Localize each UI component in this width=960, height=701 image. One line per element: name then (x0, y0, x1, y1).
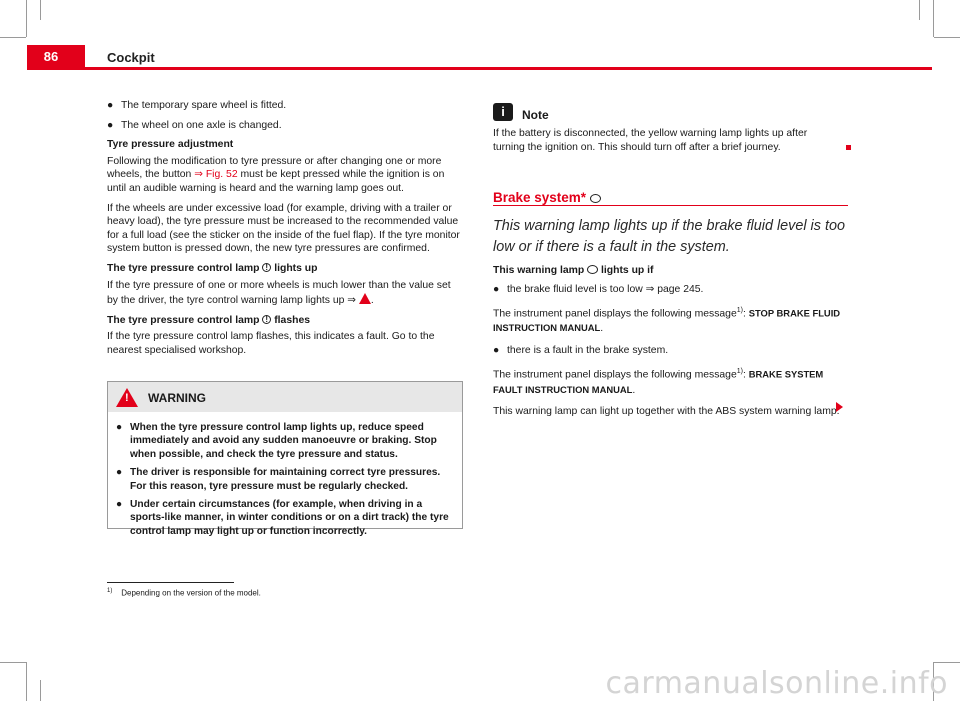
subheading: The tyre pressure control lamp ! flashes (107, 314, 463, 328)
tyre-pressure-lamp-icon (262, 263, 271, 272)
end-marker-icon (846, 145, 851, 150)
crop-mark (0, 662, 26, 663)
list-item: ● When the tyre pressure control lamp lights up, reduce speed immediately and avoid any sudden manoeuvre or braking. Stop when possible, and check the tyre pressure and status. (116, 422, 437, 460)
subheading: Tyre pressure adjustment (107, 139, 234, 151)
crop-mark (933, 0, 934, 37)
section-intro: This warning lamp lights up if the brake fluid level is too low or if there is a fault in the system. (493, 218, 845, 255)
paragraph: Following the modification to tyre pressure or after changing one or more wheels, the button ⇒ Fig. 52 must be kept pressed while the ignition is on until an audible warning is heard and the warning lamp goes out. (107, 155, 445, 194)
list-item: ● the brake fluid level is too low ⇒ page 245. (493, 283, 704, 295)
subheading: The tyre pressure control lamp ! lights up (107, 262, 463, 276)
paragraph: If the wheels are under excessive load (for example, driving with a trailer or heavy load), the tyre pressure must be increased to the recommended value for a full load (see the sticker on the inside of the fuel flap). If the tyre monitor system button is pressed down, the new tyre pressures are confirmed. (107, 202, 460, 255)
list-item: ● there is a fault in the brake system. (493, 344, 669, 356)
paragraph: The instrument panel displays the following message$^{1)}$: STOP BRAKE FLUID INSTRUCTION MANUAL. (493, 307, 841, 335)
crop-mark (40, 680, 41, 701)
continue-arrow-icon (836, 402, 843, 412)
crop-mark (26, 0, 27, 37)
right-column (493, 264, 848, 419)
list-item: ● Under certain circumstances (for example, when driving in a sports-like manner, in winter conditions or on a dirt track) the tyre control lamp may light up or function incorrectly. (116, 499, 449, 537)
note-icon: i (493, 103, 513, 121)
warning-title: WARNING (148, 391, 206, 405)
warning-box (107, 381, 463, 537)
subheading: This warning lamp lights up if (493, 265, 654, 276)
list-item: ● The wheel on one axle is changed. (107, 119, 282, 131)
section-title: Cockpit (107, 50, 155, 65)
warning-triangle-icon[interactable] (359, 293, 371, 304)
warning-header (108, 382, 462, 412)
watermark: carmanualsonline.info (605, 666, 948, 701)
section-heading: Brake system* (493, 190, 601, 205)
exclamation-icon: ! (125, 392, 129, 404)
brake-lamp-icon (590, 194, 601, 203)
figure-link[interactable]: ⇒ Fig. 52 (194, 169, 238, 181)
crop-mark (934, 662, 960, 663)
brake-lamp-icon (587, 265, 598, 274)
tyre-pressure-lamp-icon (262, 315, 271, 324)
list-item: ● The temporary spare wheel is fitted. (107, 100, 287, 111)
paragraph: This warning lamp can light up together with the ABS system warning lamp. (493, 406, 840, 418)
heading-rule (493, 205, 848, 206)
crop-mark (919, 0, 920, 20)
page-number: 86 (43, 49, 59, 64)
paragraph: If the tyre pressure control lamp flashes, this indicates a fault. Go to the nearest specialised workshop. (107, 331, 435, 356)
left-column (107, 99, 463, 358)
list-item: ● The driver is responsible for maintaining correct tyre pressures. For this reason, tyre pressure must be regularly checked. (116, 467, 441, 492)
warning-body (116, 421, 456, 538)
footnote-rule (107, 582, 234, 583)
footnote: $^{1)}$ Depending on the version of the model. (107, 588, 261, 598)
note-text: If the battery is disconnected, the yellow warning lamp lights up after turning the ignition on. This should turn off after a brief journey. (493, 128, 808, 153)
note-title: Note (522, 108, 549, 122)
header-rule (27, 67, 932, 70)
crop-mark (40, 0, 41, 20)
crop-mark (934, 37, 960, 38)
paragraph: The instrument panel displays the following message$^{1)}$: BRAKE SYSTEM FAULT INSTRUCTION MANUAL. (493, 368, 824, 396)
crop-mark (0, 37, 26, 38)
crop-mark (26, 662, 27, 701)
paragraph: If the tyre pressure of one or more wheels is much lower than the value set by the driver, the tyre control warning lamp lights up ⇒ . (107, 279, 451, 307)
